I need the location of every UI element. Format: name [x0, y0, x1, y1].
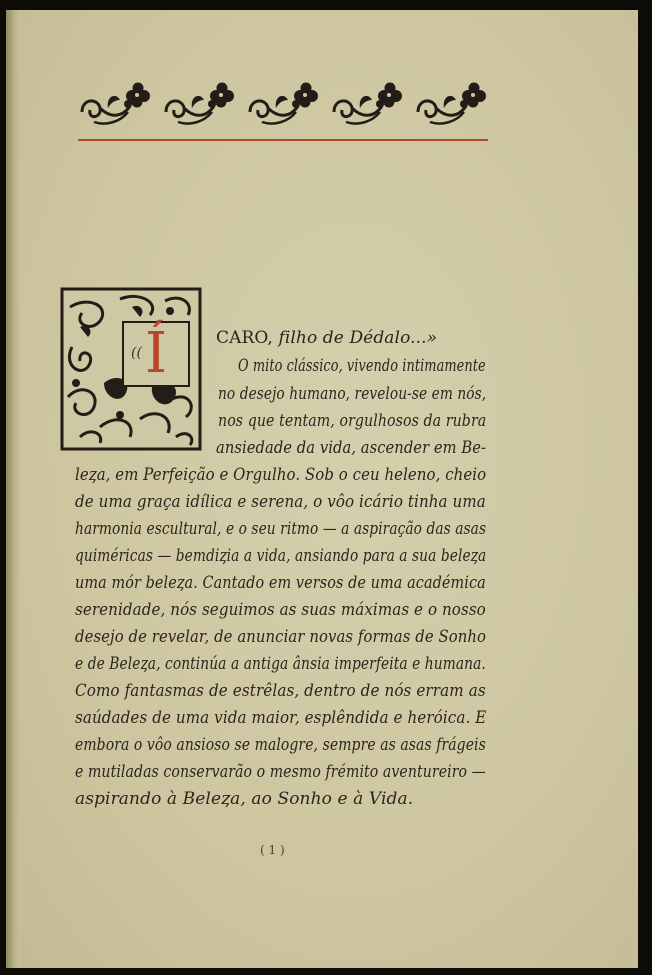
text-line: quiméricas — bemdiȥia a vida, ansiando para a sua beleȥa	[75, 546, 487, 566]
book-page	[6, 10, 638, 968]
text-line: harmonia escultural, e o seu ritmo — a aspiração das asas	[75, 519, 487, 539]
text-line: serenidade, nós seguimos as suas máximas e o nosso	[75, 600, 486, 620]
text-line: desejo de revelar, de anunciar novas formas de Sonho	[75, 627, 487, 647]
flower-vine-icon	[166, 83, 234, 124]
red-rule	[78, 139, 488, 141]
first-line-plain: CARO,	[216, 328, 279, 348]
text-line: ansiedade da vida, ascender em Be-	[216, 438, 487, 458]
text-line: aspirando à Beleȥa, ao Sonho e à Vida.	[75, 789, 414, 809]
text-line: de uma graça idílica e serena, o vôo icário tinha uma	[75, 492, 486, 512]
opening-quote: ((	[131, 345, 142, 361]
flower-vine-icon	[334, 83, 402, 124]
flower-vine-icon	[250, 83, 318, 124]
text-line: O mito clássico, vivendo intimamente	[238, 356, 486, 376]
text-line: e de Beleȥa, continúa a antiga ânsia imperfeita e humana.	[75, 654, 486, 674]
text-line: no desejo humano, revelou-se em nós,	[218, 384, 487, 404]
page-number: ( 1 )	[260, 843, 285, 857]
flower-vine-icon	[418, 83, 486, 124]
text-line-first	[216, 328, 437, 348]
text-line: Como fantasmas de estrêlas, dentro de nós erram as	[75, 681, 486, 701]
text-line: leȥa, em Perfeição e Orgulho. Sob o ceu heleno, cheio	[75, 465, 487, 485]
first-line-italic: filho de Dédalo...»	[278, 328, 438, 348]
page-gutter	[6, 10, 20, 968]
text-line: nos que tentam, orgulhosos da rubra	[218, 411, 487, 431]
text-line: e mutiladas conservarão o mesmo frémito aventureiro —	[75, 762, 486, 782]
text-line: embora o vôo ansioso se malogre, sempre as asas frágeis	[75, 735, 486, 755]
flower-vine-icon	[82, 83, 150, 124]
flower-vine-ornament-row	[78, 78, 488, 128]
text-line: uma mór beleȥa. Cantado em versos de uma académica	[75, 573, 486, 593]
text-line: saúdades de uma vida maior, esplêndida e heróica. E	[75, 708, 487, 728]
dropcap-letter: Í	[144, 321, 168, 386]
